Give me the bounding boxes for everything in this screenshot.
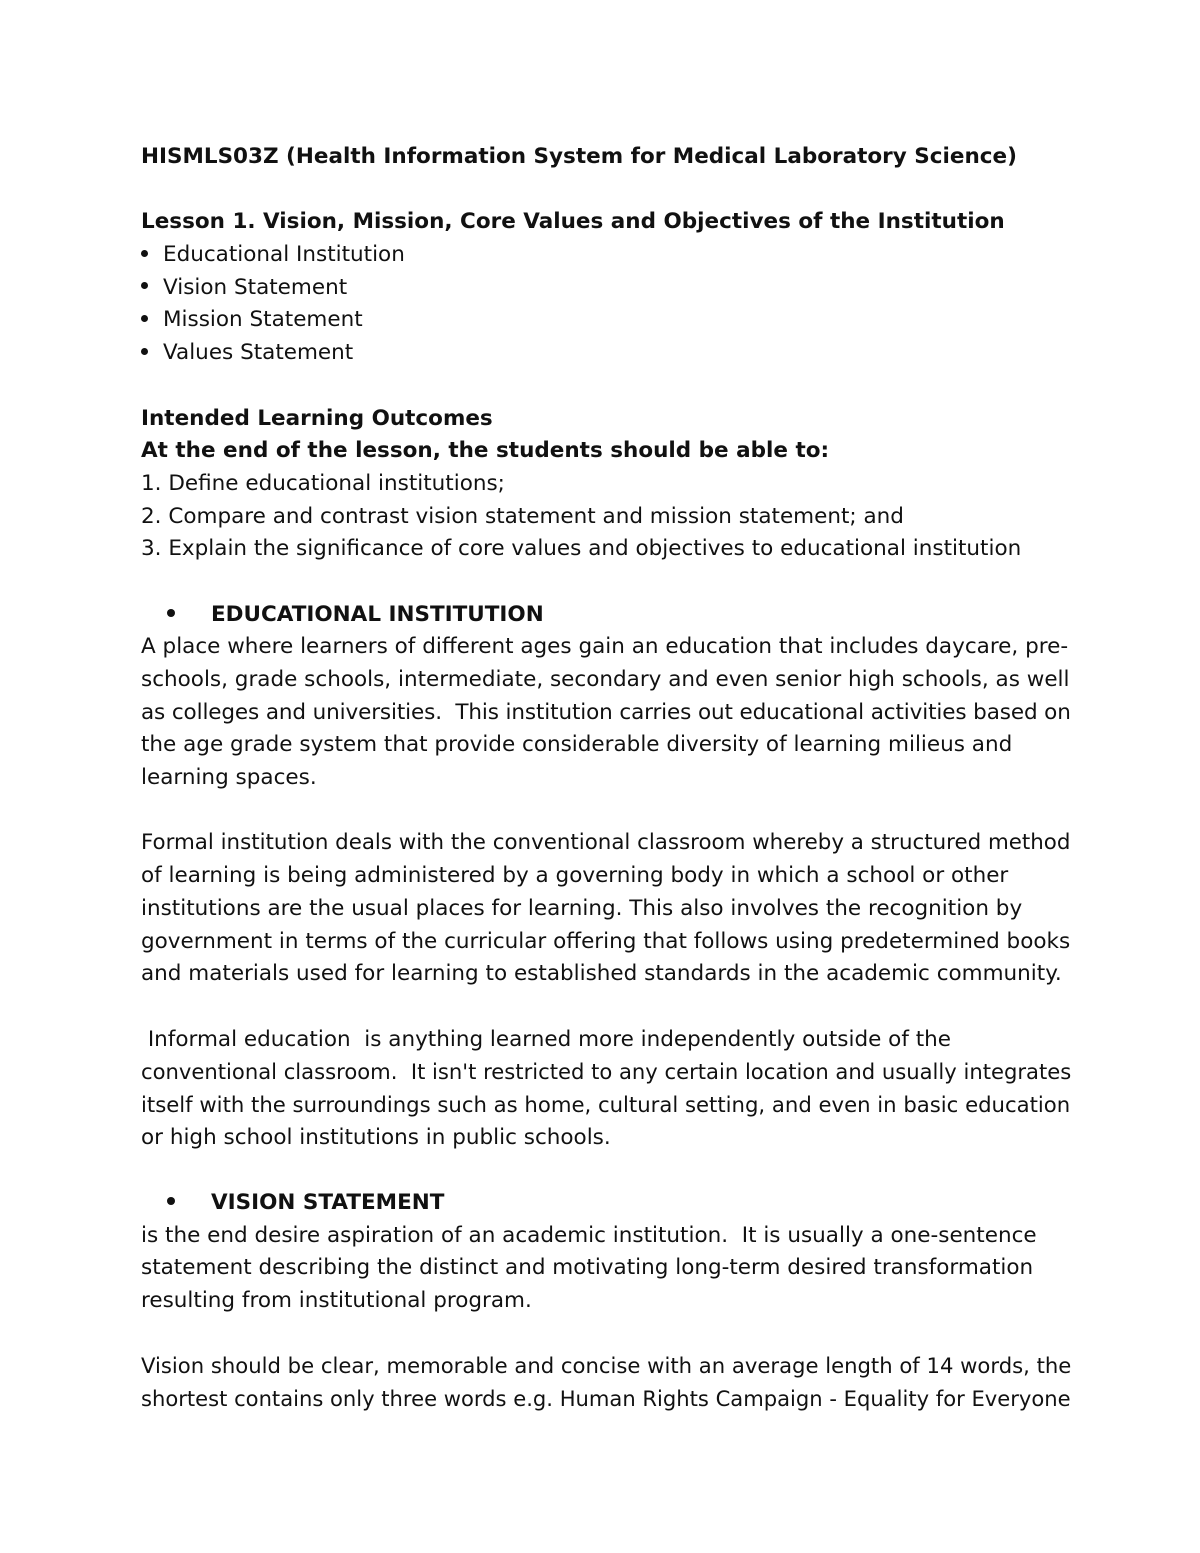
- ilo-intro: At the end of the lesson, the students should be able to:: [141, 438, 830, 464]
- lesson-title: Lesson 1. Vision, Mission, Core Values and Objectives of the Institution: [141, 209, 1005, 235]
- document-page: [141, 141, 1071, 1416]
- topic-item: Vision Statement: [141, 272, 1071, 305]
- paragraph-line: as colleges and universities. This institution carries out educational activities based on: [141, 699, 1071, 725]
- outcome-list: [141, 468, 1071, 566]
- bullet-icon: [141, 337, 163, 370]
- paragraph-line: resulting from institutional program.: [141, 1288, 532, 1314]
- spacer: [141, 370, 1071, 403]
- paragraph: [141, 1350, 1071, 1415]
- paragraph: [141, 1220, 1071, 1318]
- bullet-icon: [167, 1197, 175, 1205]
- section-heading: VISION STATEMENT: [141, 1187, 1071, 1220]
- course-title: HISMLS03Z (Health Information System for Medical Laboratory Science): [141, 144, 1017, 169]
- paragraph-line: statement describing the distinct and motivating long-term desired transformation: [141, 1255, 1034, 1281]
- section-heading: EDUCATIONAL INSTITUTION: [141, 599, 1071, 632]
- paragraph-line: and materials used for learning to established standards in the academic community.: [141, 961, 1062, 987]
- topic-item: Educational Institution: [141, 239, 1071, 272]
- paragraph-line: Formal institution deals with the conventional classroom whereby a structured method: [141, 830, 1071, 856]
- topic-list: [141, 239, 1071, 370]
- paragraph-line: learning spaces.: [141, 765, 317, 791]
- section-educational-institution: [141, 599, 1071, 1155]
- paragraph-line: shortest contains only three words e.g. Human Rights Campaign - Equality for Everyone: [141, 1386, 1071, 1412]
- bullet-icon: [141, 304, 163, 337]
- spacer: [141, 795, 1071, 828]
- section-vision-statement: [141, 1187, 1071, 1416]
- bullet-icon: [141, 272, 163, 305]
- paragraph-line: Informal education is anything learned more independently outside of the: [141, 1026, 952, 1052]
- spacer: [141, 1154, 1071, 1187]
- paragraph: [141, 1024, 1071, 1155]
- paragraph-line: Vision should be clear, memorable and concise with an average length of 14 words, the: [141, 1353, 1072, 1379]
- spacer: [141, 991, 1071, 1024]
- paragraph-line: the age grade system that provide considerable diversity of learning milieus and: [141, 732, 1013, 758]
- paragraph-line: conventional classroom. It isn't restricted to any certain location and usually integrates: [141, 1059, 1072, 1085]
- paragraph-line: itself with the surroundings such as home, cultural setting, and even in basic education: [141, 1091, 1071, 1117]
- paragraph-line: schools, grade schools, intermediate, secondary and even senior high schools, as well: [141, 667, 1070, 692]
- paragraph: [141, 827, 1071, 990]
- ilo-heading: Intended Learning Outcomes: [141, 405, 493, 431]
- paragraph-line: is the end desire aspiration of an academic institution. It is usually a one-sentence: [141, 1222, 1037, 1248]
- paragraph-line: institutions are the usual places for learning. This also involves the recognition by: [141, 895, 1023, 921]
- paragraph-line: or high school institutions in public schools.: [141, 1124, 611, 1150]
- paragraph: [141, 631, 1071, 794]
- topic-item: Values Statement: [141, 337, 1071, 370]
- spacer: [141, 174, 1071, 207]
- spacer: [141, 1318, 1071, 1351]
- spacer: [141, 566, 1071, 599]
- bullet-icon: [167, 609, 175, 617]
- paragraph-line: A place where learners of different ages gain an education that includes daycare, pre-: [141, 634, 1069, 660]
- topic-item: Mission Statement: [141, 304, 1071, 337]
- paragraph-line: government in terms of the curricular offering that follows using predetermined books: [141, 928, 1071, 954]
- outcome-item: 3. Explain the significance of core values and objectives to educational institution: [141, 536, 1022, 562]
- paragraph-line: of learning is being administered by a governing body in which a school or other: [141, 863, 1009, 889]
- outcome-item: 2. Compare and contrast vision statement and mission statement; and: [141, 503, 904, 529]
- outcome-item: 1. Define educational institutions;: [141, 470, 505, 496]
- bullet-icon: [141, 239, 163, 272]
